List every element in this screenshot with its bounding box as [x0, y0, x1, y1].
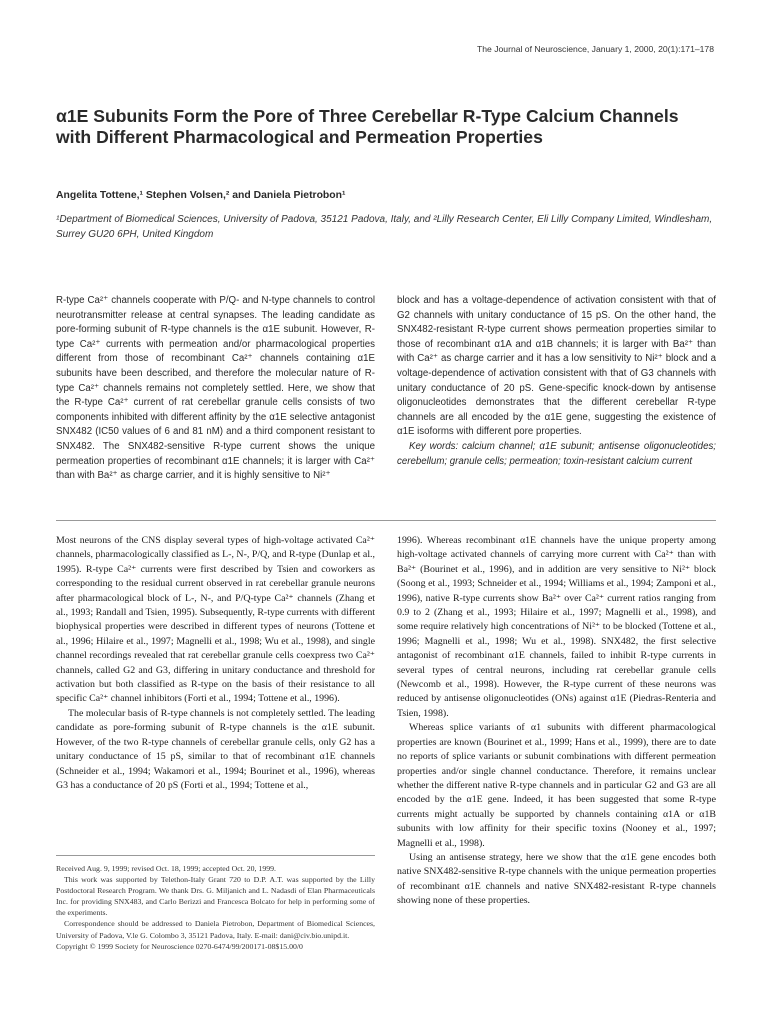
body-paragraph: Whereas splice variants of α1 subunits with different pharmacological properties are known (Bourinet et al., 1999; Hans et al., 1999), there are to date no reports of splice variants or subunit combinations with different permeation properties and/or single channel conductance. Therefore, it remains unclear whether the different native R-type channels and in particular G2 and G3 are all encoded by the α1E gene. Indeed, it has been suggested that some R-type currents might actually be supported by channels containing α1A or α1B subunits with low affinity for their specific toxins (Nooney et al., 1997; Magnelli et al., 1998).	[397, 722, 716, 849]
running-head: The Journal of Neuroscience, January 1, 2000, 20(1):171–178	[477, 44, 714, 54]
funding-note: This work was supported by Telethon-Italy Grant 720 to D.P. A.T. was supported by the Lilly Postdoctoral Research Program. We thank Drs. G. Miljanich and L. Nadasdi of Elan Pharmaceuticals Inc. for providing SNX483, and Carlo Berizzi and Francesca Bolcato for help in performing some of the experiments.	[56, 875, 375, 918]
abstract-divider	[56, 520, 716, 521]
copyright-line: Copyright © 1999 Society for Neuroscience 0270-6474/99/200171-08$15.00/0	[56, 941, 303, 951]
footnote-divider	[56, 855, 375, 856]
correspondence-note: Correspondence should be addressed to Daniela Pietrobon, Department of Biomedical Sciences, University of Padova, V.le G. Colombo 3, 35121 Padova, Italy. E-mail: dani@civ.bio.unipd.it.	[56, 919, 375, 940]
body-paragraph: The molecular basis of R-type channels is not completely settled. The leading candidate as pore-forming subunit of R-type channels is the α1E subunit. However, of the two R-type channels of cerebellar granule cells, only G2 has a unitary conductance of 15 pS, similar to that of recombinant α1E channels (Schneider et al., 1994; Wakamori et al., 1994; Bourinet et al., 1996), whereas G3 has a conductance of 20 pS (Forti et al., 1994; Tottene et al.,	[56, 707, 375, 791]
abstract-left-column	[56, 294, 375, 484]
author-list: Angelita Tottene,¹ Stephen Volsen,² and Daniela Pietrobon¹	[56, 190, 346, 201]
body-left-column	[56, 534, 375, 793]
article-title: α1E Subunits Form the Pore of Three Cerebellar R-Type Calcium Channels with Different Pharmacological and Permeation Properties	[56, 106, 679, 147]
body-paragraph: 1996). Whereas recombinant α1E channels have the unique property among high-voltage activated channels of carrying more current with Ca²⁺ than with Ba²⁺ (Bourinet et al., 1996), and in addition are very sensitive to Ni²⁺ block (Soong et al., 1993; Schneider et al., 1994; Williams et al., 1994; Zamponi et al., 1996), native R-type currents show Ba²⁺ over Ca²⁺ current ratios ranging from 0.9 to 2 (Zhang et al., 1993; Hilaire et al., 1997; Magnelli et al., 1998), and some require relatively high concentrations of Ni²⁺ to be blocked (Tottene et al., 1996; Magnelli et al., 1998; Wu et al., 1998). SNX482, the first selective antagonist of recombinant α1E channels, failed to inhibit R-type currents in several types of central neurons, including rat cerebellar granule cells (Newcomb et al., 1998). However, the R-type current of these neurons was reduced by antisense oligonucleotides (ONs) against α1E (Piedras-Renteria and Tsien, 1998).	[397, 535, 716, 719]
footnotes	[56, 863, 375, 952]
abstract-text-right: block and has a voltage-dependence of activation consistent with that of G2 channels with unitary conductance of 15 pS. On the other hand, the SNX482-resistant R-type current shows permeation properties similar to those of recombinant α1A and α1B channels; it is larger with Ba²⁺ than with Ca²⁺ as charge carrier and it has a low sensitivity to Ni²⁺ block and a voltage-dependence of activation consistent with that of G3 channels with unitary conductance of 20 pS. Gene-specific knock-down by antisense oligonucleotides demonstrates that the different cerebellar R-type channels are all encoded by the α1E gene, suggesting the existence of α1E isoforms with different pore properties.	[397, 295, 716, 438]
author-affiliation: ¹Department of Biomedical Sciences, University of Padova, 35121 Padova, Italy, and ²Lilly Research Center, Eli Lilly Company Limited, Windlesham, Surrey GU20 6PH, United Kingdom	[56, 214, 713, 240]
received-dates: Received Aug. 9, 1999; revised Oct. 18, 1999; accepted Oct. 20, 1999.	[56, 864, 276, 873]
keywords: Key words: calcium channel; α1E subunit; antisense oligonucleotides; cerebellum; granule cells; permeation; toxin-resistant calcium current	[397, 440, 716, 467]
body-paragraph: Most neurons of the CNS display several types of high-voltage activated Ca²⁺ channels, pharmacologically classified as L-, N-, P/Q, and R-type (Dunlap et al., 1995). R-type Ca²⁺ currents were first described by Tsien and coworkers as corresponding to the residual current observed in rat cerebellar granule neurons after pharmacological block of L-, N-, and P/Q-type Ca²⁺ channels (Zhang et al., 1993; Randall and Tsien, 1995). Subsequently, R-type currents with different biophysical properties were described in different types of neurons (Tottene et al., 1996; Hilaire et al., 1997; Magnelli et al., 1998; Wu et al., 1998), and single channel recordings revealed that rat cerebellar granule cells coexpress two Ca²⁺ channels, called G2 and G3, differing in unitary conductance and threshold for activation but both classified as R-type on the basis of their resistance to all specific Ca²⁺ channel inhibitors (Forti et al., 1994; Tottene et al., 1996).	[56, 535, 375, 705]
abstract-right-column	[397, 294, 716, 469]
body-right-column	[397, 534, 716, 909]
body-paragraph: Using an antisense strategy, here we show that the α1E gene encodes both native SNX482-sensitive R-type channels with the unique permeation properties of recombinant α1E channels and native SNX482-resistant R-type channels showing none of these properties.	[397, 851, 716, 907]
abstract-text-left: R-type Ca²⁺ channels cooperate with P/Q- and N-type channels to control neurotransmitter release at central synapses. The leading candidate as pore-forming subunit of R-type channels is the α1E subunit. However, R-type Ca²⁺ currents with permeation and/or pharmacological properties different from those of recombinant Ca²⁺ channels containing α1E subunits have been described, and therefore the molecular nature of R-type Ca²⁺ channels remains not completely settled. Here, we show that the R-type Ca²⁺ current of rat cerebellar granule cells consists of two components inhibited with different affinity by the α1E selective antagonist SNX482 (IC50 values of 6 and 81 nM) and a third component resistant to SNX482. The SNX482-sensitive R-type current shows the unique permeation properties of recombinant α1E channels; it is larger with Ca²⁺ than with Ba²⁺ as charge carrier, and it is highly sensitive to Ni²⁺	[56, 295, 375, 482]
